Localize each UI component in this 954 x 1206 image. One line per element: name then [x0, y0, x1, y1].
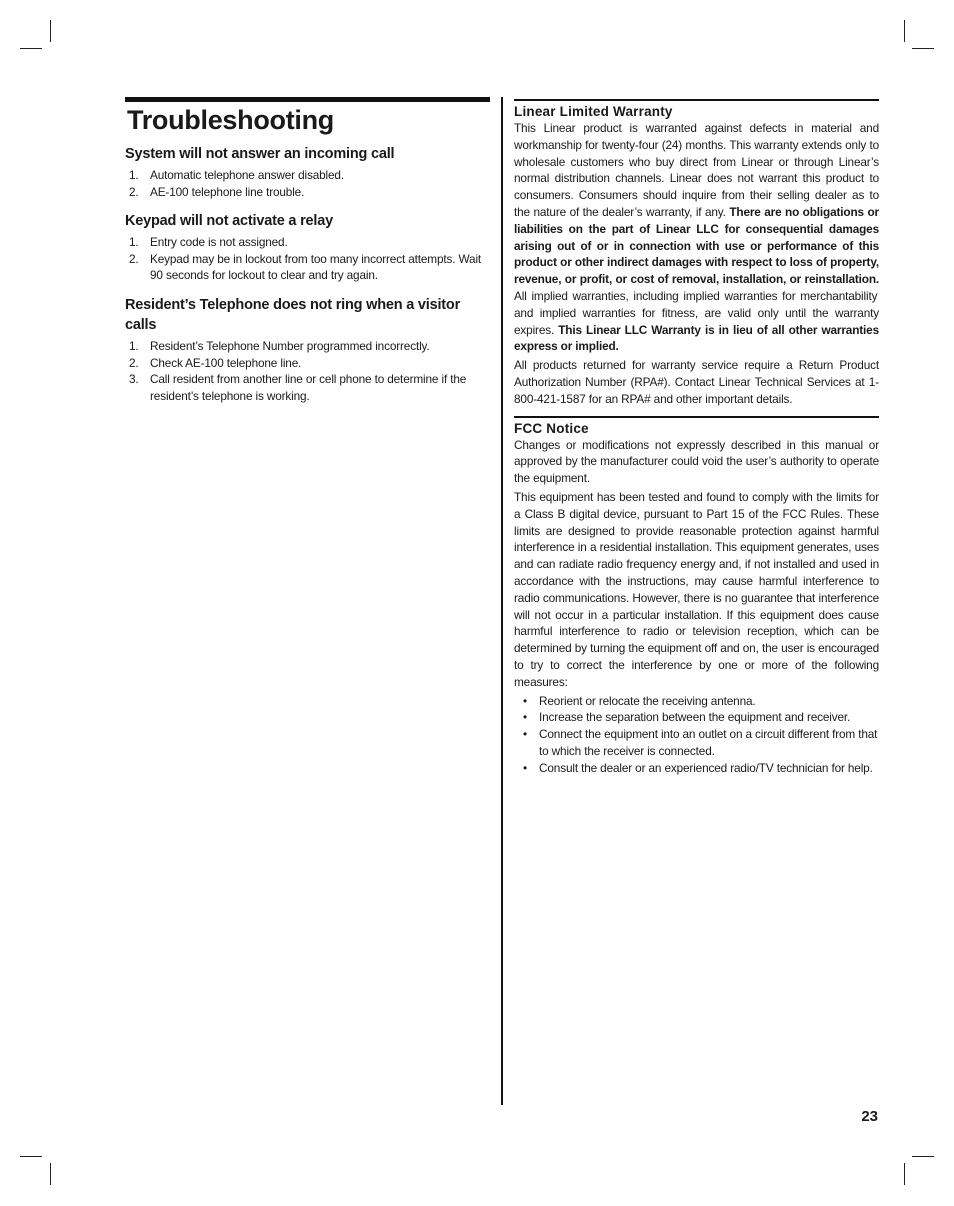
crop-mark: [912, 1156, 934, 1157]
section-heading: System will not answer an incoming call: [125, 146, 395, 162]
steps-list: [125, 234, 490, 284]
page-title: Troubleshooting: [127, 105, 334, 135]
troubleshooting-column: [125, 97, 490, 404]
section-rule: [514, 416, 879, 418]
crop-mark: [904, 1163, 905, 1185]
section-heading: Resident’s Telephone does not ring when a visitor calls: [125, 296, 461, 333]
list-item: 1. Resident’s Telephone Number programmed incorrectly.: [129, 338, 430, 353]
steps-list: [125, 167, 490, 200]
legal-column: [514, 99, 879, 776]
list-item: • Consult the dealer or an experienced radio/TV technician for help.: [514, 760, 879, 777]
crop-mark: [20, 48, 42, 49]
list-item: 2. Keypad may be in lockout from too many incorrect attempts. Wait 90 seconds for lockout to clear and try again.: [129, 251, 482, 283]
title-rule: [125, 97, 490, 102]
warranty-rpa-paragraph: All products returned for warranty service require a Return Product Authorization Number (RPA#). Contact Linear Technical Services at 1-800-421-1587 for an RPA# and other important details.: [514, 358, 879, 406]
fcc-paragraph: This equipment has been tested and found to comply with the limits for a Class B digital device, pursuant to Part 15 of the FCC Rules. These limits are designed to provide reasonable protection against harmful interference in a residential installation. This equipment generates, uses and can radiate radio frequency energy and, if not installed and used in accordance with the instructions, may cause harmful interference to radio communications. However, there is no guarantee that interference will not occur in a particular installation. If this equipment does cause harmful interference to radio or television reception, which can be determined by turning the equipment off and on, the user is encouraged to try to correct the interference by one or more of the following measures:: [514, 489, 879, 689]
list-item: 1. Entry code is not assigned.: [129, 235, 288, 250]
crop-mark: [912, 48, 934, 49]
crop-mark: [50, 1163, 51, 1185]
list-item: 3. Call resident from another line or cell phone to determine if the resident’s telephone is working.: [129, 372, 467, 403]
column-divider: [501, 97, 503, 1105]
list-item: • Connect the equipment into an outlet on a circuit different from that to which the receiver is connected.: [514, 726, 879, 760]
warranty-title: Linear Limited Warranty: [514, 104, 673, 119]
list-item: 2. Check AE-100 telephone line.: [129, 355, 302, 370]
list-item: • Reorient or relocate the receiving antenna.: [514, 693, 879, 710]
crop-mark: [20, 1156, 42, 1157]
section-heading: Keypad will not activate a relay: [125, 213, 333, 230]
fcc-measures-list: [514, 693, 879, 777]
list-item: • Increase the separation between the equipment and receiver.: [514, 709, 879, 726]
steps-list: [125, 338, 490, 404]
fcc-paragraph: Changes or modifications not expressly described in this manual or approved by the manufacturer could void the user’s authority to operate the equipment.: [514, 437, 879, 486]
list-item: 2. AE-100 telephone line trouble.: [129, 184, 305, 199]
fcc-title: FCC Notice: [514, 420, 589, 436]
page-number: 23: [861, 1108, 878, 1125]
warranty-paragraph: This Linear product is warranted against defects in material and workmanship for twenty-four (24) months. This warranty extends only to wholesale customers who buy direct from Linear or through Linear’s normal distribution channels. Linear does not warrant this product to consumers. Consumers should inquire from their selling dealer as to the nature of the dealer’s warranty, if any. There are no obligations or liabilities on the part of Linear LLC for consequential damages arising out of or in connection with use or performance of this product or other indirect damages with respect to loss of property, revenue, or profit, or cost of removal, installation, or reinstallation. All implied warranties, including implied warranties for merchantability and implied warranties for fitness, are valid only until the warranty expires. This Linear LLC Warranty is in lieu of all other warranties express or implied.: [514, 121, 879, 354]
list-item: 1. Automatic telephone answer disabled.: [129, 168, 344, 182]
section-rule: [514, 99, 879, 101]
crop-mark: [50, 20, 51, 42]
crop-mark: [904, 20, 905, 42]
